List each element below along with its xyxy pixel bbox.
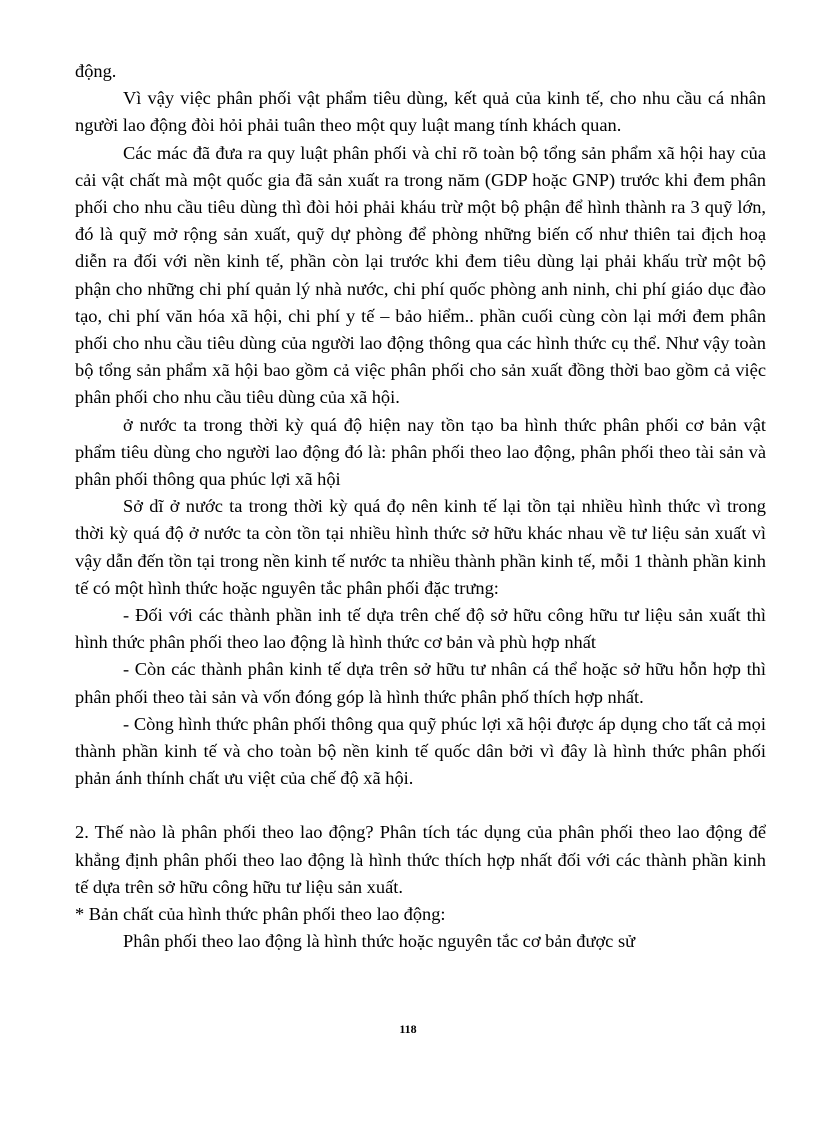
bullet-1: - Đối với các thành phần inh tế dựa trên chế độ sở hữu công hữu tư liệu sản xuất thì hình thức phân phối theo lao động là hình thức cơ bản và phù hợp nhất bbox=[75, 605, 766, 653]
question-heading: 2. Thế nào là phân phối theo lao động? Phân tích tác dụng của phân phối theo lao động để khẳng định phân phối theo lao động là hình thức thích hợp nhất đối với các thành phần kinh tế dựa trên sở hữu công hữu tư liệu sản xuất. bbox=[75, 822, 766, 897]
paragraph-2: Các mác đã đưa ra quy luật phân phối và chỉ rõ toàn bộ tổng sản phẩm xã hội hay của cải vật chất mà một quốc gia đã sản xuất ra trong năm (GDP hoặc GNP) trước khi đem phân phối cho nhu cầu tiêu dùng thì đòi hỏi phải kháu trừ một bộ phận để hình thành ra 3 quỹ lớn, đó là quỹ mở rộng sản xuất, quỹ dự phòng để phòng những biến cố như thiên tai địch hoạ diễn ra đối với nền kinh tế, phần còn lại trước khi đem tiêu dùng lại phải khấu trừ một bộ phận cho những chi phí quản lý nhà nước, chi phí quốc phòng anh ninh, chi phí giáo dục đào tạo, chi phí văn hóa xã hội, chi phí y tế – bảo hiểm.. phần cuối cùng còn lại mới đem phân phối cho nhu cầu tiêu dùng của người lao động thông qua các hình thức cụ thể. Như vậy toàn bộ tổng sản phẩm xã hội bao gồm cả việc phân phối cho sản xuất đồng thời bao gồm cả việc phân phối cho nhu cầu tiêu dùng của xã hội. bbox=[75, 142, 766, 408]
paragraph-3: ở nước ta trong thời kỳ quá độ hiện nay tồn tạo ba hình thức phân phối cơ bản vật phẩm tiêu dùng cho người lao động đó là: phân phối theo lao động, phân phối theo tài sản và phân phối thông qua phúc lợi xã hội bbox=[75, 414, 766, 490]
paragraph-4: Sở dĩ ở nước ta trong thời kỳ quá đọ nên kinh tế lại tồn tại nhiều hình thức vì trong thời kỳ quá độ ở nước ta còn tồn tại nhiều hình thức sở hữu khác nhau về tư liệu sản xuất vì vậy dẫn đến tồn tại trong nền kinh tế nước ta nhiều thành phần kinh tế, mỗi 1 thành phần kinh tế có một hình thức hoặc nguyên tắc phân phối đặc trưng: bbox=[75, 496, 766, 598]
paragraph-5: Phân phối theo lao động là hình thức hoặc nguyên tắc cơ bản được sử bbox=[123, 931, 636, 952]
page-number: 118 bbox=[399, 1022, 417, 1036]
bullet-3: - Còng hình thức phân phối thông qua quỹ phúc lợi xã hội được áp dụng cho tất cả mọi thành phần kinh tế và cho toàn bộ nền kinh tế quốc dân bởi vì đây là hình thức phân phối phản ánh thính chất ưu việt của chế độ xã hội. bbox=[75, 713, 766, 789]
paragraph-continuation: động. bbox=[75, 61, 117, 81]
subheading: * Bản chất của hình thức phân phối theo lao động: bbox=[75, 904, 446, 925]
document-body bbox=[75, 58, 766, 956]
bullet-2: - Còn các thành phân kinh tế dựa trên sở hữu tư nhân cá thể hoặc sở hữu hỗn hợp thì phân phối theo tài sản và vốn đóng góp là hình thức phân phố thích hợp nhất. bbox=[75, 659, 766, 707]
paragraph-1: Vì vậy việc phân phối vật phẩm tiêu dùng, kết quả của kinh tế, cho nhu cầu cá nhân người lao động đòi hỏi phải tuân theo một quy luật mang tính khách quan. bbox=[75, 88, 766, 136]
